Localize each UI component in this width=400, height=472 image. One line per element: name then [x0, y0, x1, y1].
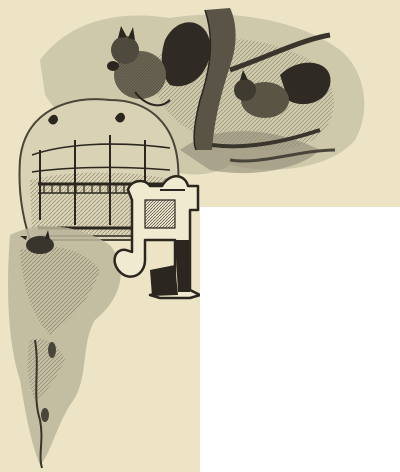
pine-foliage-left	[8, 226, 121, 468]
blank-text-area	[200, 207, 400, 472]
